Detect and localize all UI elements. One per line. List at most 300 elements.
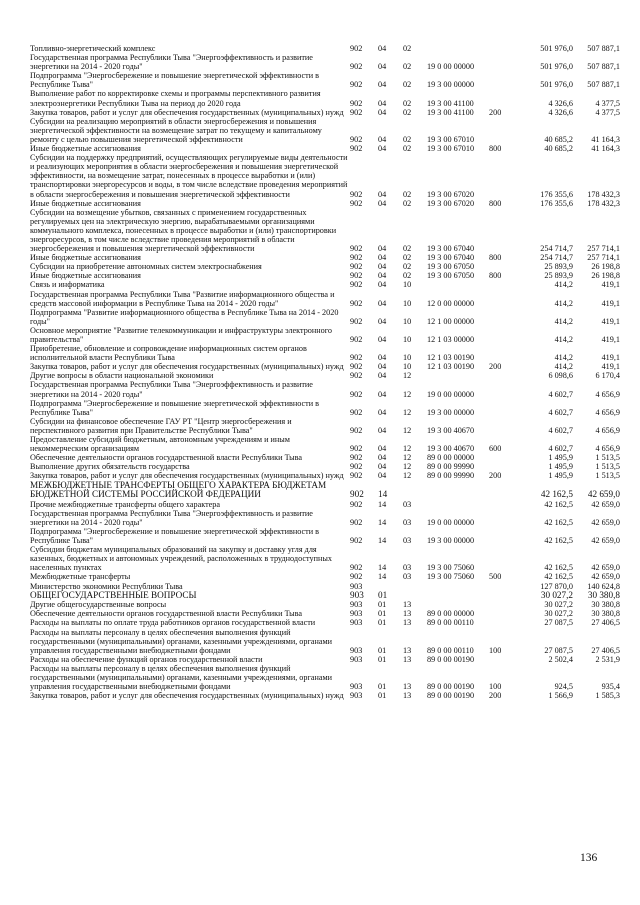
- cell-pr: 10: [403, 353, 412, 363]
- cell-v1: 2 502,4: [548, 654, 573, 664]
- cell-rz: 04: [378, 453, 387, 463]
- cell-cs: 19 3 00 67010: [427, 134, 475, 144]
- cell-gr: 902: [350, 44, 363, 53]
- table-row: [30, 199, 618, 208]
- cell-v2: 30 380,8: [587, 589, 620, 600]
- cell-v2: 507 887,1: [587, 62, 620, 72]
- table-row: [30, 371, 618, 380]
- cell-gr: 903: [350, 600, 363, 610]
- cell-gr: 903: [350, 682, 363, 692]
- cell-cs: 89 0 00 99990: [427, 471, 475, 481]
- cell-pr: 02: [403, 80, 412, 90]
- cell-gr: 902: [350, 353, 363, 363]
- row-name: Выполнение работ по корректировке схемы и программы перспективного развития электроэнергетики Республики Тыва на период до 2020 года: [30, 89, 321, 108]
- cell-gr: 902: [350, 107, 363, 117]
- cell-gr: 903: [350, 589, 364, 600]
- cell-rz: 04: [378, 144, 387, 154]
- cell-gr: 902: [350, 80, 363, 90]
- cell-v1: 30 027,2: [544, 600, 573, 610]
- cell-v2: 1 513,5: [595, 462, 620, 472]
- cell-v2: 6 170,4: [595, 371, 620, 381]
- cell-v1: 42 162,5: [544, 536, 573, 546]
- cell-cs: 89 0 00 00190: [427, 691, 475, 701]
- table-row: [30, 609, 618, 618]
- table-row: [30, 362, 618, 371]
- cell-gr: 902: [350, 517, 363, 527]
- table-row: [30, 664, 618, 691]
- cell-gr: 902: [350, 271, 363, 281]
- cell-v2: 419,1: [601, 353, 620, 363]
- cell-cs: 19 3 00 67010: [427, 144, 475, 154]
- cell-pr: 13: [403, 654, 412, 664]
- cell-gr: 903: [350, 609, 363, 619]
- cell-pr: 13: [403, 691, 412, 701]
- cell-v2: 4 656,9: [595, 444, 620, 454]
- cell-v1: 414,2: [554, 353, 573, 363]
- cell-v2: 178 432,3: [587, 198, 620, 208]
- cell-gr: 902: [350, 280, 363, 290]
- cell-rz: 04: [378, 98, 387, 108]
- cell-pr: 12: [403, 444, 412, 454]
- table-row: [30, 545, 618, 572]
- cell-v1: 4 326,6: [548, 98, 573, 108]
- cell-v1: 1 495,9: [548, 462, 573, 472]
- cell-v2: 4 377,5: [595, 98, 620, 108]
- cell-rz: 14: [378, 489, 388, 500]
- row-name: Закупка товаров, работ и услуг для обеспечения государственных (муниципальных) нужд: [30, 471, 344, 481]
- table-row: [30, 500, 618, 509]
- cell-pr: 12: [403, 453, 412, 463]
- cell-gr: 902: [350, 134, 363, 144]
- cell-pr: 12: [403, 389, 412, 399]
- row-name: Государственная программа Республики Тыва "Энергоэффективность и развитие энергетики на 2014 - 2020 годы": [30, 508, 313, 527]
- cell-v1: 254 714,7: [540, 253, 573, 263]
- cell-v1: 42 162,5: [544, 499, 573, 509]
- cell-v1: 30 027,2: [544, 609, 573, 619]
- cell-pr: 12: [403, 471, 412, 481]
- cell-cs: 89 0 00 00000: [427, 609, 475, 619]
- cell-cs: 89 0 00 00190: [427, 654, 475, 664]
- table-row: [30, 417, 618, 435]
- table-row: [30, 280, 618, 289]
- cell-vr: 100: [489, 682, 502, 692]
- cell-rz: 04: [378, 316, 387, 326]
- row-name: Выполнение других обязательств государства: [30, 462, 190, 472]
- cell-rz: 04: [378, 462, 387, 472]
- row-name: ОБЩЕГОСУДАРСТВЕННЫЕ ВОПРОСЫ: [30, 589, 197, 600]
- row-name: Прочие межбюджетные трансферты общего характера: [30, 499, 221, 509]
- cell-vr: 800: [489, 198, 502, 208]
- cell-gr: 902: [350, 298, 363, 308]
- cell-rz: 01: [378, 589, 388, 600]
- cell-v2: 507 887,1: [587, 44, 620, 53]
- cell-v2: 26 198,8: [591, 262, 620, 272]
- cell-pr: 03: [403, 517, 412, 527]
- cell-vr: 200: [489, 691, 502, 701]
- table-row: [30, 572, 618, 581]
- cell-pr: 02: [403, 44, 412, 53]
- cell-v1: 42 162,5: [544, 572, 573, 582]
- cell-gr: 902: [350, 471, 363, 481]
- cell-gr: 902: [350, 98, 363, 108]
- cell-vr: 800: [489, 253, 502, 263]
- cell-gr: 902: [350, 563, 363, 573]
- cell-rz: 04: [378, 44, 387, 53]
- row-name: Расходы на выплаты персоналу в целях обеспечения выполнения функций государственными (муниципальными) органами, казенными учреждениями, органами управления государственными внебюджетными фондами: [30, 627, 333, 655]
- row-name: Иные бюджетные ассигнования: [30, 144, 141, 154]
- cell-cs: 19 3 00 67020: [427, 198, 475, 208]
- table-row: [30, 435, 618, 453]
- row-name: Связь и информатика: [30, 280, 105, 290]
- cell-v1: 40 685,2: [544, 144, 573, 154]
- cell-gr: 902: [350, 198, 363, 208]
- cell-cs: 19 3 00 75060: [427, 563, 475, 573]
- cell-v2: 419,1: [601, 316, 620, 326]
- cell-gr: 903: [350, 645, 363, 655]
- cell-gr: 903: [350, 691, 363, 701]
- cell-pr: 02: [403, 98, 412, 108]
- cell-pr: 02: [403, 198, 412, 208]
- table-row: [30, 380, 618, 398]
- table-row: [30, 344, 618, 362]
- cell-rz: 01: [378, 682, 387, 692]
- cell-v1: 501 976,0: [540, 62, 573, 72]
- table-row: [30, 108, 618, 117]
- cell-v1: 414,2: [554, 280, 573, 290]
- cell-cs: 89 0 00 00110: [427, 645, 474, 655]
- cell-pr: 13: [403, 618, 412, 628]
- cell-v1: 4 602,7: [548, 425, 573, 435]
- cell-pr: 10: [403, 362, 412, 372]
- table-row: [30, 326, 618, 344]
- cell-cs: 89 0 00 00190: [427, 682, 475, 692]
- table-row: [30, 71, 618, 89]
- cell-rz: 04: [378, 189, 387, 199]
- cell-rz: 04: [378, 198, 387, 208]
- cell-pr: 12: [403, 371, 412, 381]
- cell-v1: 4 326,6: [548, 107, 573, 117]
- cell-pr: 13: [403, 609, 412, 619]
- cell-pr: 10: [403, 316, 412, 326]
- cell-v2: 42 659,0: [591, 563, 620, 573]
- cell-gr: 902: [350, 262, 363, 272]
- table-row: [30, 462, 618, 471]
- cell-rz: 04: [378, 444, 387, 454]
- cell-rz: 04: [378, 353, 387, 363]
- cell-gr: 902: [350, 572, 363, 582]
- cell-gr: 902: [350, 453, 363, 463]
- table-row: [30, 117, 618, 144]
- cell-pr: 02: [403, 144, 412, 154]
- cell-v2: 419,1: [601, 335, 620, 344]
- cell-pr: 03: [403, 499, 412, 509]
- cell-cs: 19 3 00 67050: [427, 271, 475, 281]
- cell-v1: 4 602,7: [548, 407, 573, 417]
- cell-gr: 903: [350, 581, 363, 591]
- cell-rz: 04: [378, 389, 387, 399]
- row-name: Иные бюджетные ассигнования: [30, 271, 141, 281]
- budget-table: [30, 44, 618, 700]
- row-name: Субсидии на приобретение автономных систем электроснабжения: [30, 262, 262, 272]
- row-name: Закупка товаров, работ и услуг для обеспечения государственных (муниципальных) нужд: [30, 691, 344, 701]
- cell-rz: 01: [378, 609, 387, 619]
- cell-rz: 01: [378, 645, 387, 655]
- cell-cs: 19 3 00 40670: [427, 425, 475, 435]
- cell-v2: 419,1: [601, 280, 620, 290]
- cell-v2: 4 656,9: [595, 407, 620, 417]
- table-row: [30, 628, 618, 655]
- cell-pr: 02: [403, 262, 412, 272]
- cell-v1: 414,2: [554, 362, 573, 372]
- cell-cs: 12 0 00 00000: [427, 298, 475, 308]
- row-name: Межбюджетные трансферты: [30, 572, 131, 582]
- cell-rz: 14: [378, 499, 387, 509]
- cell-rz: 04: [378, 471, 387, 481]
- table-row: [30, 509, 618, 527]
- cell-pr: 13: [403, 600, 412, 610]
- cell-v1: 501 976,0: [540, 80, 573, 90]
- cell-v1: 176 355,6: [540, 189, 573, 199]
- table-row: [30, 655, 618, 664]
- row-name: Субсидии на поддержку предприятий, осуществляющих регулируемые виды деятельности и реализующих мероприятия в области энергосбережения и повышения энергетической эффективности, на возмещение затрат, понесенных в процессе выработки и (или) транспортировки энергоресурсов и воды, в том числе вследствие проведения мероприятий в области энергосбережения и повышения энергетической эффективности: [30, 153, 348, 199]
- cell-v2: 30 380,8: [591, 600, 620, 610]
- table-row: [30, 399, 618, 417]
- cell-gr: 902: [350, 462, 363, 472]
- cell-cs: 19 3 00 67020: [427, 189, 475, 199]
- cell-v1: 25 893,9: [544, 262, 573, 272]
- row-name: Другие вопросы в области национальной экономики: [30, 371, 214, 381]
- table-row: [30, 591, 618, 601]
- cell-gr: 902: [350, 499, 363, 509]
- table-row: [30, 453, 618, 462]
- cell-pr: 03: [403, 536, 412, 546]
- table-row: [30, 290, 618, 308]
- cell-v2: 1 513,5: [595, 453, 620, 463]
- row-name: Государственная программа Республики Тыва "Энергоэффективность и развитие энергетики на 2014 - 2020 годы": [30, 380, 313, 399]
- cell-v1: 414,2: [554, 316, 573, 326]
- cell-rz: 01: [378, 691, 387, 701]
- row-name: Государственная программа Республики Тыва "Энергоэффективность и развитие энергетики на 2014 - 2020 годы": [30, 53, 313, 72]
- cell-rz: 04: [378, 62, 387, 72]
- cell-gr: 902: [350, 362, 363, 372]
- cell-cs: 19 3 00 00000: [427, 536, 475, 546]
- cell-v2: 42 659,0: [591, 517, 620, 527]
- cell-gr: 902: [350, 489, 364, 500]
- table-row: [30, 271, 618, 280]
- cell-v2: 4 656,9: [595, 425, 620, 435]
- row-name: Иные бюджетные ассигнования: [30, 253, 141, 263]
- cell-rz: 01: [378, 600, 387, 610]
- cell-gr: 902: [350, 425, 363, 435]
- cell-rz: 04: [378, 244, 387, 254]
- cell-pr: 12: [403, 407, 412, 417]
- page-number: 136: [580, 852, 598, 864]
- cell-rz: 04: [378, 335, 387, 344]
- cell-v2: 42 659,0: [591, 536, 620, 546]
- cell-pr: 02: [403, 189, 412, 199]
- row-name: Подпрограмма "Энергосбережение и повышение энергетической эффективности в Республике Тыва": [30, 526, 320, 546]
- cell-vr: 500: [489, 572, 502, 582]
- cell-cs: 19 0 00 00000: [427, 389, 475, 399]
- cell-rz: 04: [378, 362, 387, 372]
- cell-pr: 12: [403, 425, 412, 435]
- cell-rz: 14: [378, 536, 387, 546]
- row-name: Основное мероприятие "Развитие телекоммуникации и инфраструктуры электронного правительства": [30, 325, 333, 344]
- cell-cs: 19 3 00 00000: [427, 407, 475, 417]
- cell-pr: 10: [403, 280, 412, 290]
- cell-gr: 902: [350, 62, 363, 72]
- cell-rz: 04: [378, 371, 387, 381]
- cell-vr: 200: [489, 107, 502, 117]
- cell-gr: 902: [350, 444, 363, 454]
- row-name: Топливно-энергетический комплекс: [30, 44, 156, 53]
- cell-v1: 40 685,2: [544, 134, 573, 144]
- cell-v2: 27 406,5: [591, 618, 620, 628]
- cell-rz: 04: [378, 298, 387, 308]
- cell-v2: 1 585,3: [595, 691, 620, 701]
- cell-gr: 902: [350, 371, 363, 381]
- table-row: [30, 618, 618, 627]
- cell-vr: 600: [489, 444, 502, 454]
- table-row: [30, 691, 618, 700]
- cell-v1: 127 870,0: [540, 581, 573, 591]
- row-name: Субсидии на реализацию мероприятий в области энергосбережения и повышения энергетической эффективности на возмещение затрат по текущему и капитальному ремонту с целью повышения энергетической эффективности: [30, 116, 322, 144]
- cell-gr: 902: [350, 189, 363, 199]
- table-row: [30, 53, 618, 71]
- cell-cs: 12 1 03 00190: [427, 353, 475, 363]
- cell-v1: 4 602,7: [548, 389, 573, 399]
- cell-cs: 12 1 03 00190: [427, 362, 475, 372]
- cell-pr: 03: [403, 563, 412, 573]
- row-name: Подпрограмма "Энергосбережение и повышение энергетической эффективности в Республике Тыва": [30, 398, 320, 417]
- row-name: Субсидии на возмещение убытков, связанных с применением государственных регулируемых цен на электрическую энергию, вырабатываемыми организациями коммунального комплекса, понесенных в процессе выработки и (или) транспортировки энергоресурсов, в том числе вследствие проведения мероприятий в области энергосбережения и повышения энергетической эффективности: [30, 207, 337, 254]
- cell-gr: 902: [350, 389, 363, 399]
- cell-vr: 200: [489, 362, 502, 372]
- cell-v2: 2 531,9: [595, 654, 620, 664]
- cell-rz: 04: [378, 280, 387, 290]
- cell-cs: 19 3 00 67040: [427, 244, 475, 254]
- cell-v1: 924,5: [554, 682, 573, 692]
- table-row: [30, 308, 618, 326]
- cell-cs: 19 0 00 00000: [427, 62, 475, 72]
- cell-rz: 04: [378, 253, 387, 263]
- cell-v1: 6 098,6: [548, 371, 573, 381]
- cell-rz: 04: [378, 80, 387, 90]
- row-name: Иные бюджетные ассигнования: [30, 198, 141, 208]
- cell-gr: 902: [350, 253, 363, 263]
- row-name: Подпрограмма "Энергосбережение и повышение энергетической эффективности в Республике Тыва": [30, 71, 320, 90]
- row-name: Другие общегосударственные вопросы: [30, 600, 167, 610]
- cell-vr: 200: [489, 471, 502, 481]
- cell-cs: 89 0 00 00000: [427, 453, 475, 463]
- cell-v1: 27 087,5: [544, 618, 573, 628]
- cell-cs: 19 0 00 00000: [427, 517, 475, 527]
- cell-rz: 14: [378, 572, 387, 582]
- cell-pr: 10: [403, 335, 412, 344]
- cell-v2: 42 659,0: [591, 499, 620, 509]
- cell-v2: 935,4: [601, 682, 620, 692]
- cell-gr: 903: [350, 654, 363, 664]
- cell-pr: 02: [403, 62, 412, 72]
- row-name: Расходы на выплаты по оплате труда работников органов государственной власти: [30, 618, 316, 628]
- table-row: [30, 44, 618, 53]
- cell-v1: 42 162,5: [544, 517, 573, 527]
- cell-rz: 04: [378, 407, 387, 417]
- cell-cs: 12 1 03 00000: [427, 335, 475, 344]
- cell-cs: 89 0 00 00110: [427, 618, 474, 628]
- cell-v1: 42 162,5: [544, 563, 573, 573]
- cell-cs: 19 3 00 41100: [427, 107, 474, 117]
- cell-v2: 257 714,1: [587, 244, 620, 254]
- cell-v2: 26 198,8: [591, 271, 620, 281]
- cell-pr: 10: [403, 298, 412, 308]
- cell-cs: 19 3 00 67050: [427, 262, 475, 272]
- cell-pr: 13: [403, 682, 412, 692]
- cell-v2: 4 377,5: [595, 107, 620, 117]
- cell-v2: 419,1: [601, 298, 620, 308]
- row-name: Расходы на обеспечение функций органов государственной власти: [30, 654, 263, 664]
- table-row: [30, 144, 618, 153]
- cell-cs: 19 3 00 40670: [427, 444, 475, 454]
- cell-v1: 414,2: [554, 298, 573, 308]
- table-row: [30, 253, 618, 262]
- cell-gr: 902: [350, 536, 363, 546]
- table-row: [30, 208, 618, 253]
- row-name: Субсидии бюджетам муниципальных образований на закупку и доставку угля для казенных, бюджетных и автономных учреждений, расположенных в труднодоступных населенных пунктах: [30, 545, 332, 573]
- row-name: Обеспечение деятельности органов государственной власти Республики Тыва: [30, 453, 303, 463]
- table-row: [30, 527, 618, 545]
- cell-gr: 902: [350, 335, 363, 344]
- cell-cs: 89 0 00 99990: [427, 462, 475, 472]
- cell-rz: 14: [378, 517, 387, 527]
- cell-v2: 42 659,0: [587, 489, 620, 500]
- cell-v2: 419,1: [601, 362, 620, 372]
- cell-vr: 100: [489, 645, 502, 655]
- cell-cs: 12 1 00 00000: [427, 316, 475, 326]
- cell-v1: 1 495,9: [548, 471, 573, 481]
- row-name: Приобретение, обновление и сопровождение информационных систем органов исполнительной власти Республики Тыва: [30, 344, 307, 363]
- cell-v2: 1 513,5: [595, 471, 620, 481]
- cell-rz: 04: [378, 425, 387, 435]
- cell-gr: 902: [350, 316, 363, 326]
- cell-v2: 4 656,9: [595, 389, 620, 399]
- row-name: Закупка товаров, работ и услуг для обеспечения государственных (муниципальных) нужд: [30, 362, 344, 372]
- cell-v2: 30 380,8: [591, 609, 620, 619]
- cell-rz: 04: [378, 271, 387, 281]
- cell-v1: 27 087,5: [544, 645, 573, 655]
- cell-v2: 41 164,3: [591, 134, 620, 144]
- cell-cs: 19 3 00 00000: [427, 80, 475, 90]
- row-name: МЕЖБЮДЖЕТНЫЕ ТРАНСФЕРТЫ ОБЩЕГО ХАРАКТЕРА БЮДЖЕТАМ БЮДЖЕТНОЙ СИСТЕМЫ РОССИЙСКОЙ ФЕДЕРАЦИИ: [30, 479, 327, 500]
- cell-rz: 01: [378, 618, 387, 628]
- table-row: [30, 600, 618, 609]
- cell-pr: 02: [403, 134, 412, 144]
- cell-rz: 04: [378, 107, 387, 117]
- cell-rz: 01: [378, 654, 387, 664]
- table-row: [30, 481, 618, 500]
- cell-gr: 902: [350, 244, 363, 254]
- cell-v1: 176 355,6: [540, 198, 573, 208]
- cell-v1: 25 893,9: [544, 271, 573, 281]
- cell-v2: 257 714,1: [587, 253, 620, 263]
- cell-vr: 800: [489, 271, 502, 281]
- cell-cs: 19 3 00 41100: [427, 98, 474, 108]
- cell-v1: 1 495,9: [548, 453, 573, 463]
- cell-v1: 501 976,0: [540, 44, 573, 53]
- cell-v1: 254 714,7: [540, 244, 573, 254]
- cell-v2: 27 406,5: [591, 645, 620, 655]
- cell-pr: 13: [403, 645, 412, 655]
